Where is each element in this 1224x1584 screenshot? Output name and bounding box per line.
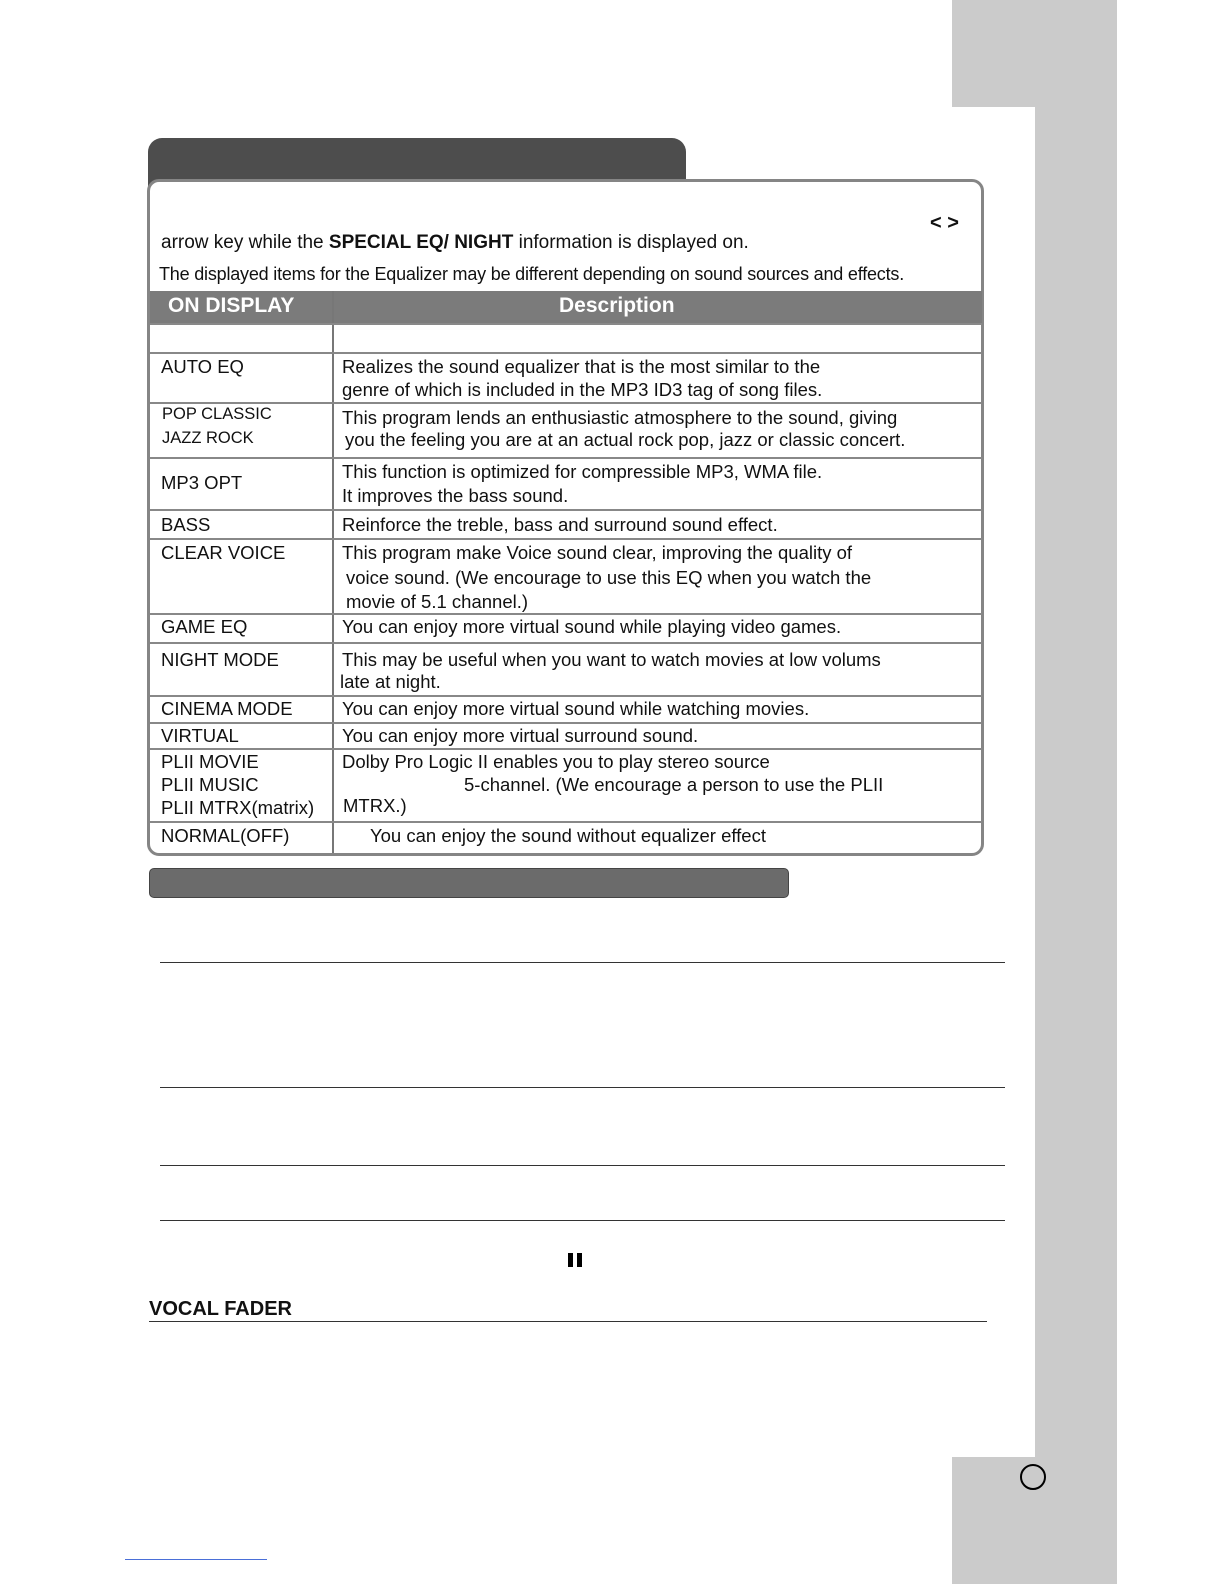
desc-plii-1: Dolby Pro Logic II enables you to play stereo source [342,751,770,772]
footer-link-underline [125,1559,267,1560]
desc-clear-voice-3: movie of 5.1 channel.) [346,591,529,612]
special-eq-night-label: SPECIAL EQ/ NIGHT [328,232,514,253]
desc-plii-2: 5-channel. (We encourage a person to use the PLII [464,774,884,795]
intro-line-2: The displayed items for the Equalizer may be different depending on sound sources and effects. [159,264,905,284]
section-rule [160,962,1005,963]
desc-mp3-opt-2: It improves the bass sound. [342,485,569,506]
desc-mp3-opt-1: This function is optimized for compressible MP3, WMA file. [342,461,823,482]
row-divider [150,821,982,823]
desc-pop-1: This program lends an enthusiastic atmosphere to the sound, giving [342,407,898,428]
display-plii-mtrx: PLII MTRX(matrix) [161,797,315,818]
row-divider [150,509,982,511]
display-jazz-rock: JAZZ ROCK [162,429,254,447]
header-description: Description [559,294,675,317]
intro-line-1: arrow key while the SPECIAL EQ/ NIGHT information is displayed on. [161,232,749,253]
display-bass: BASS [161,514,211,535]
desc-clear-voice-1: This program make Voice sound clear, improving the quality of [342,542,853,563]
display-mp3-opt: MP3 OPT [161,472,243,493]
row-divider [150,402,982,404]
row-divider [150,642,982,644]
section-rule [160,1165,1005,1166]
side-band-top [952,0,1117,107]
desc-pop-2: you the feeling you are at an actual rock pop, jazz or classic concert. [345,429,906,450]
side-band [1035,107,1117,1457]
row-divider [150,457,982,459]
row-divider [150,323,982,325]
section-rule [160,1220,1005,1221]
display-pop-classic: POP CLASSIC [162,405,272,423]
desc-cinema-mode: You can enjoy more virtual sound while watching movies. [342,698,810,719]
display-virtual: VIRTUAL [161,725,239,746]
display-normal-off: NORMAL(OFF) [161,825,290,846]
display-cinema-mode: CINEMA MODE [161,698,293,719]
display-night-mode: NIGHT MODE [161,649,279,670]
display-plii-music: PLII MUSIC [161,774,259,795]
page-number-circle [1020,1464,1046,1490]
desc-game-eq: You can enjoy more virtual sound while playing video games. [342,616,842,637]
header-on-display: ON DISPLAY [168,294,295,317]
row-divider [150,538,982,540]
desc-auto-eq-1: Realizes the sound equalizer that is the most similar to the [342,356,821,377]
desc-virtual: You can enjoy more virtual surround sound. [342,725,699,746]
pause-icon [568,1253,583,1267]
display-clear-voice: CLEAR VOICE [161,542,286,563]
desc-auto-eq-2: genre of which is included in the MP3 ID3 tag of song files. [342,379,823,400]
left-right-arrows-icon: < > [930,212,959,234]
display-game-eq: GAME EQ [161,616,248,637]
column-divider [332,291,334,853]
desc-night-mode-1: This may be useful when you want to watch movies at low volums [342,649,881,670]
desc-normal-off: You can enjoy the sound without equalizer effect [370,825,766,846]
vocal-fader-rule [149,1321,987,1322]
desc-clear-voice-2: voice sound. (We encourage to use this EQ when you watch the [346,567,872,588]
vocal-fader-heading: VOCAL FADER [149,1298,292,1320]
display-auto-eq: AUTO EQ [161,356,244,377]
section-rule [160,1087,1005,1088]
display-plii-movie: PLII MOVIE [161,751,259,772]
desc-night-mode-2: late at night. [340,671,441,692]
row-divider [150,352,982,354]
section-header-bar [149,868,789,898]
desc-plii-3: MTRX.) [343,795,407,816]
desc-bass: Reinforce the treble, bass and surround sound effect. [342,514,778,535]
